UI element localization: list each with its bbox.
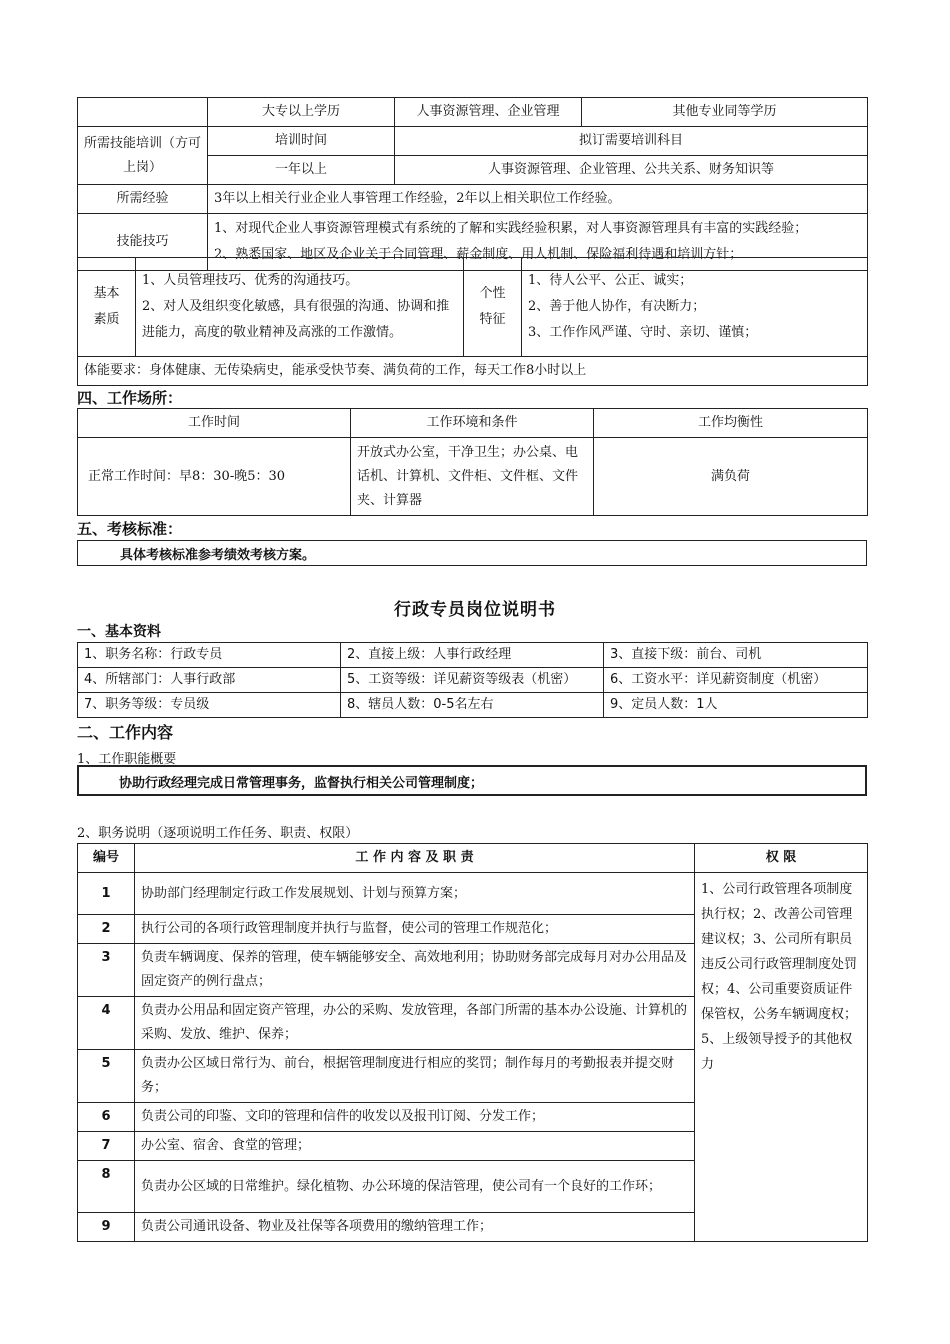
duty-header-content: 工 作 内 容 及 职 责 — [135, 844, 695, 873]
training-time: 一年以上 — [208, 156, 395, 185]
duty-text: 负责办公区域的日常维护。绿化植物、办公环境的保洁管理，使公司有一个良好的工作环； — [135, 1161, 695, 1213]
basic-info-title: 一、基本资料 — [77, 624, 161, 640]
section5-title: 五、考核标准： — [77, 520, 183, 538]
basic-info-cell: 2、直接上级：人事行政经理 — [341, 643, 604, 668]
duties-label: 2、职务说明（逐项说明工作任务、职责、权限） — [77, 826, 359, 841]
edu-1: 大专以上学历 — [208, 98, 395, 127]
duty-text: 负责公司的印鉴、文印的管理和信件的收发以及报刊订阅、分发工作； — [135, 1103, 695, 1132]
training-label: 所需技能培训（方可上岗） — [78, 127, 208, 185]
edu-2: 人事资源管理、企业管理 — [395, 98, 582, 127]
edu-3: 其他专业同等学历 — [582, 98, 868, 127]
workplace-header-balance: 工作均衡性 — [594, 409, 868, 438]
duty-text: 负责办公用品和固定资产管理，办公的采购、发放管理，各部门所需的基本办公设施、计算机的采购、发放、维护、保养； — [135, 997, 695, 1050]
personality-3: 3、工作作风严谨、守时、亲切、谨慎； — [528, 325, 758, 340]
duty-no: 3 — [78, 944, 135, 997]
duty-no: 1 — [78, 873, 135, 915]
work-time: 正常工作时间：早8：30-晚5：30 — [78, 438, 351, 516]
basic-info-table — [77, 642, 868, 718]
duty-header-no: 编号 — [78, 844, 135, 873]
duty-no: 4 — [78, 997, 135, 1050]
experience-label: 所需经验 — [78, 185, 208, 214]
basic-info-cell: 3、直接下级：前台、司机 — [604, 643, 868, 668]
duty-no: 7 — [78, 1132, 135, 1161]
training-subjects-header: 拟订需要培训科目 — [395, 127, 868, 156]
quality-table — [77, 257, 868, 386]
summary-label: 1、工作职能概要 — [77, 752, 177, 767]
skill-2: 2、熟悉国家、地区及企业关于合同管理、薪金制度、用人机制、保险福利待遇和培训方针； — [214, 247, 743, 262]
duty-text: 负责办公区域日常行为、前台，根据管理制度进行相应的奖罚；制作每月的考勤报表并提交财务； — [135, 1050, 695, 1103]
basic-info-cell: 7、职务等级：专员级 — [78, 693, 341, 718]
training-subjects: 人事资源管理、企业管理、公共关系、财务知识等 — [395, 156, 868, 185]
basic-info-cell: 5、工资等级：详见薪资等级表（机密） — [341, 668, 604, 693]
duty-text: 办公室、宿舍、食堂的管理； — [135, 1132, 695, 1161]
work-environment: 开放式办公室，干净卫生；办公桌、电话机、计算机、文件柜、文件框、文件夹、计算器 — [351, 438, 594, 516]
doc-title: 行政专员岗位说明书 — [394, 600, 556, 620]
personality-1: 1、待人公平、公正、诚实； — [528, 273, 693, 288]
basic-label: 基本素质 — [78, 258, 136, 357]
duties-table — [77, 843, 868, 1242]
experience: 3年以上相关行业企业人事管理工作经验，2年以上相关职位工作经验。 — [208, 185, 868, 214]
personality-2: 2、善于他人协作，有决断力； — [528, 299, 706, 314]
physical-requirement: 体能要求：身体健康、无传染病史，能承受快节奏、满负荷的工作，每天工作8小时以上 — [78, 357, 868, 386]
basic-info-cell: 1、职务名称：行政专员 — [78, 643, 341, 668]
authority-list: 1、公司行政管理各项制度执行权；2、改善公司管理建议权；3、公司所有职员违反公司行政管理制度处罚权；4、公司重要资质证件保管权，公务车辆调度权；5、上级领导授予的其他权力 — [695, 873, 868, 1242]
training-time-header: 培训时间 — [208, 127, 395, 156]
skill-1: 1、对现代企业人事资源管理模式有系统的了解和实践经验积累，对人事资源管理具有丰富的实践经验； — [214, 221, 808, 236]
workplace-table — [77, 408, 868, 516]
skills-label: 技能技巧 — [78, 214, 208, 271]
personality-label: 个性特征 — [464, 258, 522, 357]
duty-no: 2 — [78, 915, 135, 944]
basic-info-cell: 6、工资水平：详见薪资制度（机密） — [604, 668, 868, 693]
duty-no: 9 — [78, 1213, 135, 1242]
work-balance: 满负荷 — [594, 438, 868, 516]
duty-text: 执行公司的各项行政管理制度并执行与监督，使公司的管理工作规范化； — [135, 915, 695, 944]
duty-text: 协助部门经理制定行政工作发展规划、计划与预算方案； — [135, 873, 695, 915]
workplace-header-time: 工作时间 — [78, 409, 351, 438]
section4-title: 四、工作场所： — [77, 389, 183, 407]
work-content-title: 二、工作内容 — [77, 723, 174, 742]
duty-header-authority: 权 限 — [695, 844, 868, 873]
duty-text: 负责车辆调度、保养的管理，使车辆能够安全、高效地利用；协助财务部完成每月对办公用品及固定资产的例行盘点； — [135, 944, 695, 997]
duty-text: 负责公司通讯设备、物业及社保等各项费用的缴纳管理工作； — [135, 1213, 695, 1242]
basic-info-cell: 4、所辖部门：人事行政部 — [78, 668, 341, 693]
basic-2: 2、对人及组织变化敏感，具有很强的沟通、协调和推进能力，高度的敬业精神及高涨的工作激情。 — [142, 299, 450, 340]
duty-no: 5 — [78, 1050, 135, 1103]
basic-info-cell: 9、定员人数：1人 — [604, 693, 868, 718]
workplace-header-env: 工作环境和条件 — [351, 409, 594, 438]
assessment-content: 具体考核标准参考绩效考核方案。 — [77, 540, 867, 566]
qualification-table — [77, 97, 868, 271]
duty-no: 6 — [78, 1103, 135, 1132]
basic-info-cell: 8、辖员人数：0-5名左右 — [341, 693, 604, 718]
basic-1: 1、人员管理技巧、优秀的沟通技巧。 — [142, 273, 359, 288]
duty-no: 8 — [78, 1161, 135, 1213]
summary-content: 协助行政经理完成日常管理事务，监督执行相关公司管理制度； — [77, 765, 867, 796]
